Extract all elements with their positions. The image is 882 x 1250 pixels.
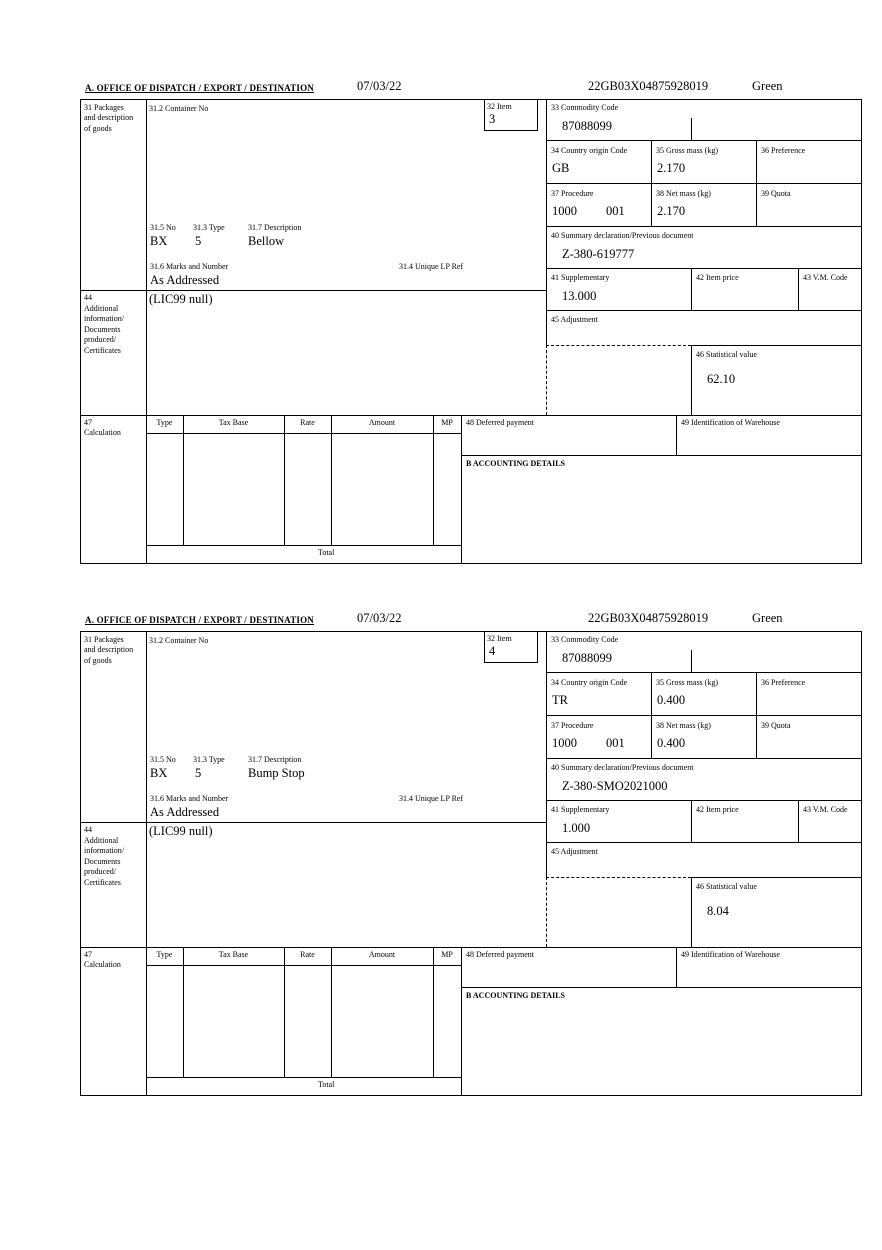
commodity-code-value: 87088099	[562, 119, 612, 133]
calc-col-mp-header: MP	[441, 950, 453, 959]
grid-line	[433, 947, 434, 1077]
grid-line	[546, 268, 861, 269]
box34-country-label: 34 Country origin Code	[551, 678, 628, 687]
office-of-dispatch-label: A. OFFICE OF DISPATCH / EXPORT / DESTINATION	[85, 83, 315, 93]
box42-item-price-label: 42 Item price	[696, 273, 739, 282]
calc-total-label: Total	[318, 1080, 335, 1089]
box31-2-container-label: 31.2 Container No	[149, 104, 209, 113]
box31-4-lp-ref-label: 31.4 Unique LP Ref	[399, 262, 464, 271]
grid-line	[331, 415, 332, 545]
box48-deferred-label: 48 Deferred payment	[466, 418, 534, 427]
dashed-grid-line	[546, 877, 691, 878]
box31-5-no-label: 31.5 No	[150, 223, 176, 232]
box36-preference-label: 36 Preference	[761, 146, 806, 155]
box35-gross-mass-label: 35 Gross mass (kg)	[656, 678, 718, 687]
grid-line	[546, 672, 861, 673]
calc-col-rate-header: Rate	[300, 950, 315, 959]
grid-line	[183, 947, 184, 1077]
grid-line	[676, 415, 677, 455]
box34-country-label: 34 Country origin Code	[551, 146, 628, 155]
calc-col-mp-header: MP	[441, 418, 453, 427]
box35-gross-mass-label: 35 Gross mass (kg)	[656, 146, 718, 155]
declaration-date: 07/03/22	[357, 79, 402, 93]
grid-line	[546, 632, 547, 877]
calc-col-amount-header: Amount	[368, 418, 396, 427]
commodity-code-value: 87088099	[562, 651, 612, 665]
commodity-subdivision-line	[691, 118, 692, 140]
grid-line	[146, 1077, 461, 1078]
item-number-value: 4	[489, 644, 496, 658]
box41-supplementary-label: 41 Supplementary	[551, 273, 610, 282]
box42-item-price-label: 42 Item price	[696, 805, 739, 814]
additional-information-value: (LIC99 null)	[149, 824, 213, 838]
box45-adjustment-label: 45 Adjustment	[551, 315, 598, 324]
calc-col-tax-base-header: Tax Base	[218, 418, 249, 427]
box37-procedure-label: 37 Procedure	[551, 721, 594, 730]
box46-statistical-label: 46 Statistical value	[696, 882, 757, 891]
grid-line	[651, 672, 652, 758]
grid-line	[81, 415, 861, 416]
net-mass-value: 2.170	[657, 204, 686, 218]
grid-line	[546, 310, 861, 311]
grid-line	[461, 415, 462, 563]
grid-line	[146, 965, 461, 966]
grid-line	[546, 140, 861, 141]
box49-warehouse-label: 49 Identification of Warehouse	[681, 418, 780, 427]
box32-item-box	[484, 100, 538, 131]
sad-form-grid	[80, 631, 862, 1096]
box44-additional-label: Additional information/ Documents produced/ Certificates	[84, 836, 124, 887]
gross-mass-value: 0.400	[657, 693, 686, 707]
grid-line	[798, 268, 799, 310]
procedure-code-value: 1000	[552, 204, 577, 218]
box31-packages-label: 31 Packages and description of goods	[84, 103, 134, 133]
mrn-reference: 22GB03X04875928019	[588, 79, 709, 93]
grid-line	[691, 877, 861, 878]
box46-statistical-label: 46 Statistical value	[696, 350, 757, 359]
grid-line	[676, 947, 677, 987]
box43-vm-code-label: 43 V.M. Code	[803, 273, 848, 282]
grid-line	[461, 455, 861, 456]
box44-number-label: 44	[84, 293, 92, 302]
routing-status: Green	[752, 79, 783, 93]
box40-summary-label: 40 Summary declaration/Previous document	[551, 231, 694, 240]
statistical-value: 8.04	[707, 904, 729, 918]
box31-6-marks-label: 31.6 Marks and Number	[150, 262, 229, 271]
gross-mass-value: 2.170	[657, 161, 686, 175]
box31-4-lp-ref-label: 31.4 Unique LP Ref	[399, 794, 464, 803]
grid-line	[461, 947, 462, 1095]
procedure-code-value: 1000	[552, 736, 577, 750]
grid-line	[691, 345, 692, 415]
country-origin-value: TR	[552, 693, 568, 707]
box31-5-no-label: 31.5 No	[150, 755, 176, 764]
grid-line	[798, 800, 799, 842]
grid-line	[433, 415, 434, 545]
box31-7-description-label: 31.7 Description	[248, 755, 302, 764]
grid-line	[756, 672, 757, 758]
declaration-date: 07/03/22	[357, 611, 402, 625]
box47-number-label: 47	[84, 418, 92, 427]
box44-number-label: 44	[84, 825, 92, 834]
previous-document-value: Z-380-SMO2021000	[562, 779, 668, 793]
mrn-reference: 22GB03X04875928019	[588, 611, 709, 625]
grid-line	[146, 545, 461, 546]
dashed-grid-line	[546, 345, 691, 346]
box43-vm-code-label: 43 V.M. Code	[803, 805, 848, 814]
box32-item-box	[484, 632, 538, 663]
grid-line	[81, 947, 861, 948]
calc-col-amount-header: Amount	[368, 950, 396, 959]
box40-summary-label: 40 Summary declaration/Previous document	[551, 763, 694, 772]
grid-line	[284, 947, 285, 1077]
marks-value: As Addressed	[150, 273, 220, 287]
supplementary-units-value: 13.000	[562, 289, 597, 303]
procedure-code-2-value: 001	[606, 736, 625, 750]
box48-deferred-label: 48 Deferred payment	[466, 950, 534, 959]
grid-line	[546, 100, 547, 345]
box31-6-marks-label: 31.6 Marks and Number	[150, 794, 229, 803]
grid-line	[546, 842, 861, 843]
item-number-value: 3	[489, 112, 496, 126]
box31-3-type-label: 31.3 Type	[193, 223, 225, 232]
grid-line	[146, 632, 147, 1095]
grid-line	[183, 415, 184, 545]
package-no-value: BX	[150, 234, 168, 248]
box38-net-mass-label: 38 Net mass (kg)	[656, 189, 711, 198]
calc-col-tax-base-header: Tax Base	[218, 950, 249, 959]
box31-3-type-label: 31.3 Type	[193, 755, 225, 764]
supplementary-units-value: 1.000	[562, 821, 591, 835]
calc-col-rate-header: Rate	[300, 418, 315, 427]
box31-packages-label: 31 Packages and description of goods	[84, 635, 134, 665]
item-block-1	[80, 79, 864, 589]
goods-description-value: Bump Stop	[248, 766, 305, 780]
box47-calculation-label: Calculation	[84, 428, 121, 437]
office-of-dispatch-label: A. OFFICE OF DISPATCH / EXPORT / DESTINATION	[85, 615, 315, 625]
statistical-value: 62.10	[707, 372, 736, 386]
calc-col-type-header: Type	[156, 950, 173, 959]
sad-form-grid	[80, 99, 862, 564]
box41-supplementary-label: 41 Supplementary	[551, 805, 610, 814]
box32-item-label: 32 Item	[487, 102, 512, 111]
item-block-2	[80, 611, 864, 1121]
commodity-subdivision-line	[691, 650, 692, 672]
grid-line	[691, 345, 861, 346]
routing-status: Green	[752, 611, 783, 625]
box31-2-container-label: 31.2 Container No	[149, 636, 209, 645]
box49-warehouse-label: 49 Identification of Warehouse	[681, 950, 780, 959]
grid-line	[546, 758, 861, 759]
box31-7-description-label: 31.7 Description	[248, 223, 302, 232]
grid-line	[81, 290, 546, 291]
dashed-grid-line	[546, 345, 547, 415]
accounting-details-label: B ACCOUNTING DETAILS	[466, 459, 565, 468]
grid-line	[146, 100, 147, 563]
box39-quota-label: 39 Quota	[761, 189, 791, 198]
box39-quota-label: 39 Quota	[761, 721, 791, 730]
box37-procedure-label: 37 Procedure	[551, 189, 594, 198]
box47-calculation-label: Calculation	[84, 960, 121, 969]
package-type-value: 5	[195, 234, 202, 248]
grid-line	[691, 800, 692, 842]
goods-description-value: Bellow	[248, 234, 285, 248]
calc-total-label: Total	[318, 548, 335, 557]
grid-line	[651, 140, 652, 226]
grid-line	[756, 140, 757, 226]
grid-line	[546, 800, 861, 801]
grid-line	[331, 947, 332, 1077]
procedure-code-2-value: 001	[606, 204, 625, 218]
grid-line	[81, 822, 546, 823]
additional-information-value: (LIC99 null)	[149, 292, 213, 306]
grid-line	[546, 183, 861, 184]
dashed-grid-line	[546, 877, 547, 947]
grid-line	[691, 877, 692, 947]
country-origin-value: GB	[552, 161, 570, 175]
box45-adjustment-label: 45 Adjustment	[551, 847, 598, 856]
box47-number-label: 47	[84, 950, 92, 959]
previous-document-value: Z-380-619777	[562, 247, 635, 261]
box36-preference-label: 36 Preference	[761, 678, 806, 687]
grid-line	[546, 226, 861, 227]
box44-additional-label: Additional information/ Documents produced/ Certificates	[84, 304, 124, 355]
grid-line	[546, 715, 861, 716]
marks-value: As Addressed	[150, 805, 220, 819]
net-mass-value: 0.400	[657, 736, 686, 750]
box33-commodity-label: 33 Commodity Code	[551, 635, 619, 644]
package-type-value: 5	[195, 766, 202, 780]
grid-line	[461, 987, 861, 988]
box38-net-mass-label: 38 Net mass (kg)	[656, 721, 711, 730]
grid-line	[691, 268, 692, 310]
grid-line	[284, 415, 285, 545]
calc-col-type-header: Type	[156, 418, 173, 427]
package-no-value: BX	[150, 766, 168, 780]
box32-item-label: 32 Item	[487, 634, 512, 643]
accounting-details-label: B ACCOUNTING DETAILS	[466, 991, 565, 1000]
grid-line	[146, 433, 461, 434]
box33-commodity-label: 33 Commodity Code	[551, 103, 619, 112]
